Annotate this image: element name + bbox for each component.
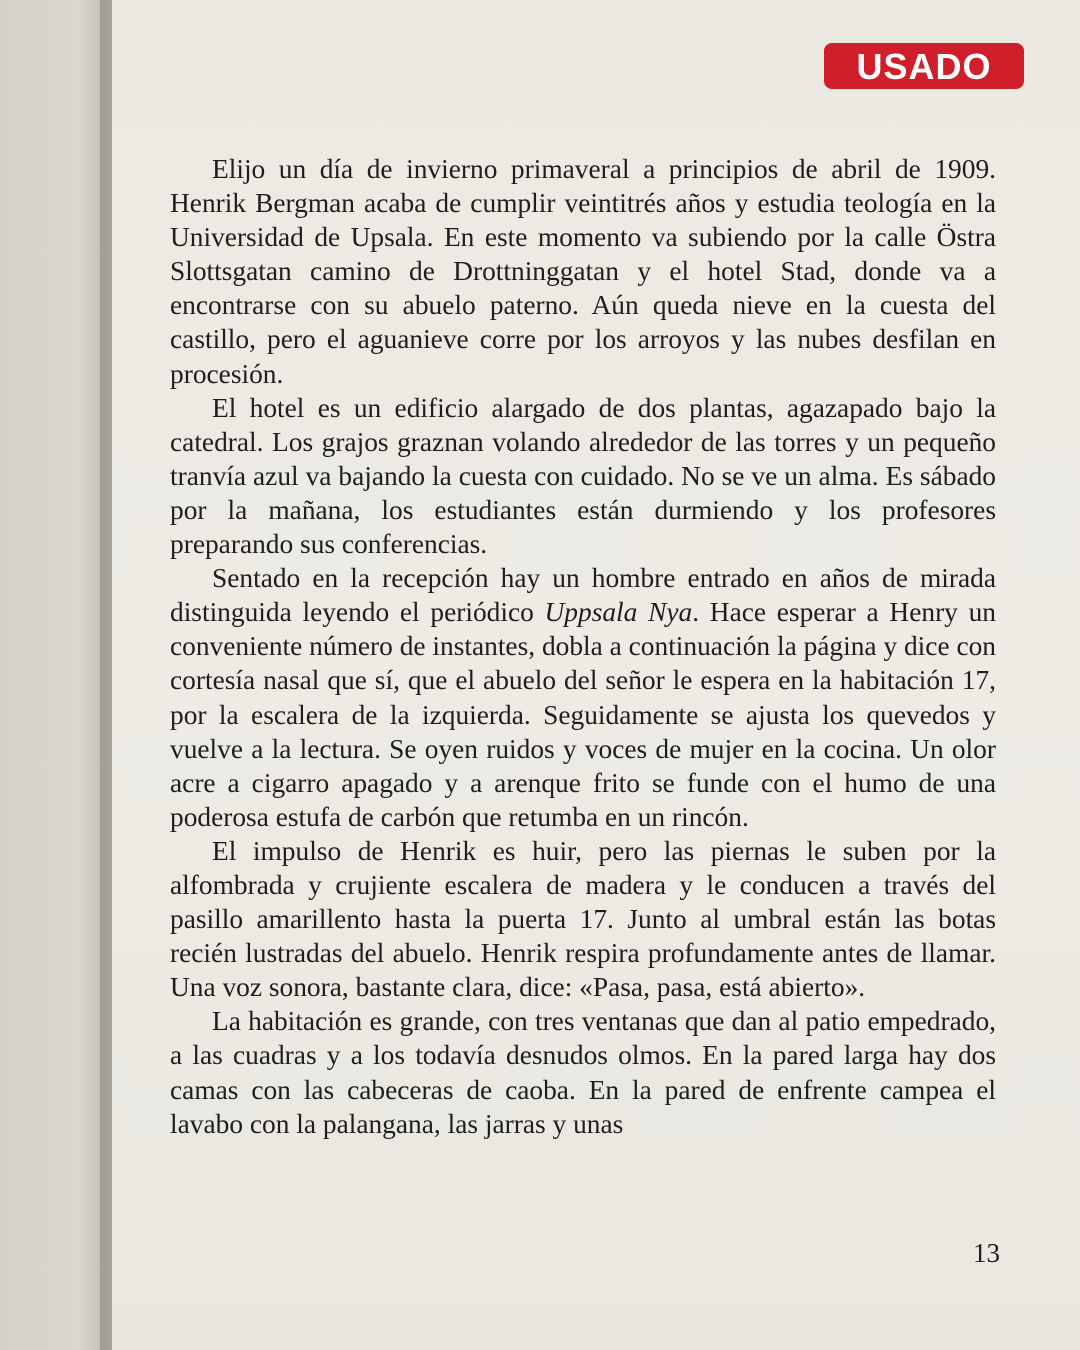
paragraph-1: Elijo un día de invierno primaveral a principios de abril de 1909. Henrik Bergman acaba de cumplir veintitrés años y estudia teología en la Universidad de Upsala. En este momento va subiendo por la calle Östra Slottsgatan camino de Drottninggatan y el hotel Stad, donde va a encontrarse con su abuelo paterno. Aún queda nieve en la cuesta del castillo, pero el aguanieve corre por los arroyos y las nubes desfilan en procesión. [170, 154, 996, 389]
paragraph-4: El impulso de Henrik es huir, pero las piernas le suben por la alfombrada y crujiente escalera de madera y le conducen a través del pasillo amarillento hasta la puerta 17. Junto al umbral están las botas recién lustradas del abuelo. Henrik respira profundamente antes de llamar. Una voz sonora, bastante clara, dice: «Pasa, pasa, está abierto». [170, 835, 996, 1003]
page-text [170, 152, 996, 1141]
used-badge: USADO [824, 43, 1024, 89]
page-number: 13 [973, 1238, 1000, 1268]
newspaper-title: Uppsala Nya [544, 597, 693, 628]
facing-page [0, 0, 112, 1350]
paragraph-5: La habitación es grande, con tres ventanas que dan al patio empedrado, a las cuadras y a los todavía desnudos olmos. En la pared larga hay dos camas con las cabeceras de caoba. En la pared de enfrente campea el lavabo con la palangana, las jarras y unas [170, 1006, 996, 1139]
paragraph-3: Sentado en la recepción hay un hombre entrado en años de mirada distinguida leyendo el periódico Uppsala Nya. Hace esperar a Henry un conveniente número de instantes, dobla a continuación la página y dice con cortesía nasal que sí, que el abuelo del señor le espera en la habitación 17, por la escalera de la izquierda. Seguidamente se ajusta los quevedos y vuelve a la lectura. Se oyen ruidos y voces de mujer en la cocina. Un olor acre a cigarro apagado y a arenque frito se funde con el humo de una poderosa estufa de carbón que retumba en un rincón. [170, 563, 996, 832]
paragraph-2: El hotel es un edificio alargado de dos plantas, agazapado bajo la catedral. Los grajos graznan volando alrededor de las torres y un pequeño tranvía azul va bajando la cuesta con cuidado. No se ve un alma. Es sábado por la mañana, los estudiantes están durmiendo y los profesores preparando sus conferencias. [170, 392, 996, 560]
